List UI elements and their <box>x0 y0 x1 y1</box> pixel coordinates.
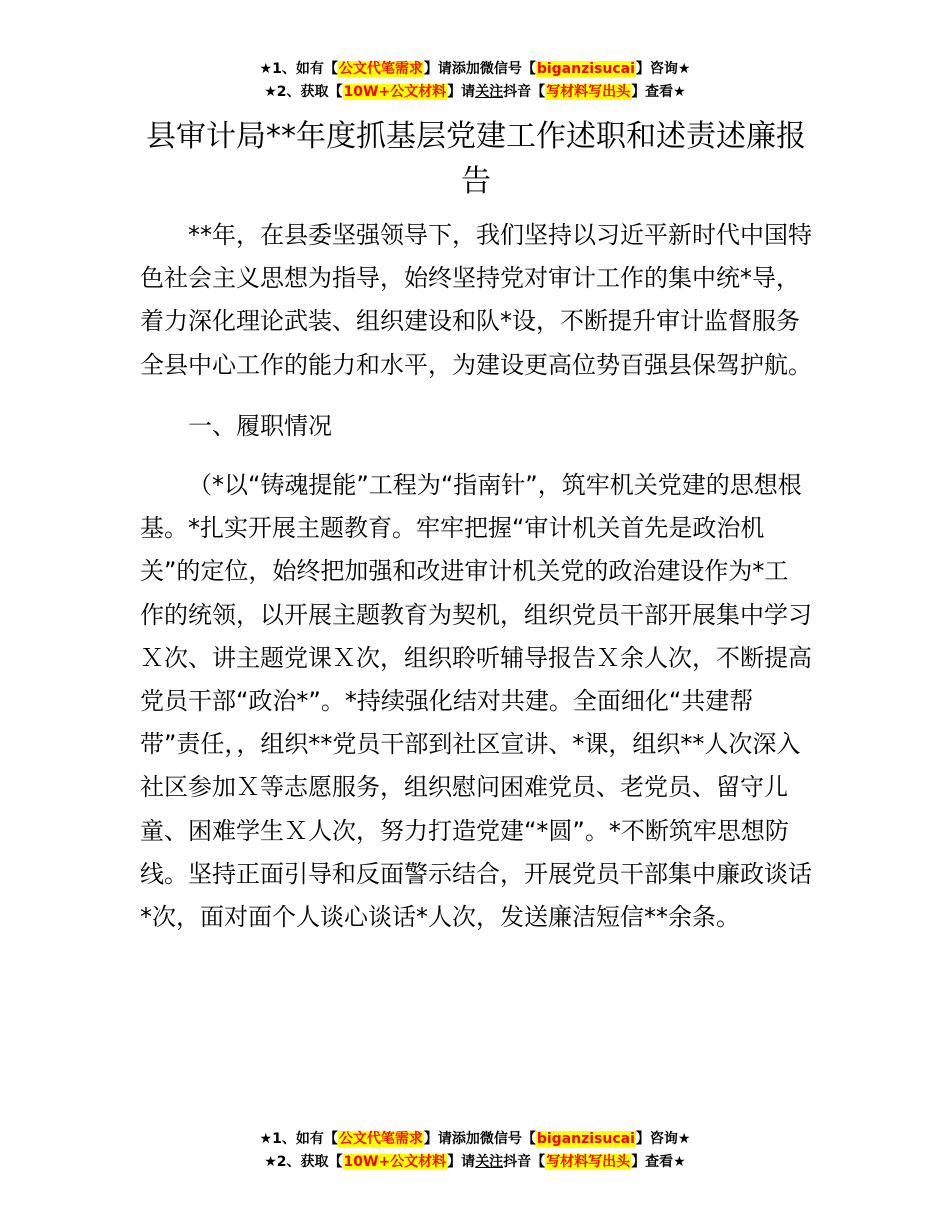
highlight-service: 公文代笔需求 <box>338 1131 423 1147</box>
document-body <box>140 214 812 939</box>
header-banner <box>0 58 950 104</box>
banner-line-2 <box>0 81 950 104</box>
paragraph-section-1: （*以“铸魂提能”工程为“指南针”，筑牢机关党建的思想根基。*扎实开展主题教育。牢牢把握“审计机关首先是政治机关”的定位，始终把加强和改进审计机关党的政治建设作为*工作的统领，以开展主题教育为契机，组织党员干部开展集中学习Ｘ次、讲主题党课Ｘ次，组织聆听辅导报告Ｘ余人次，不断提高党员干部“政治*”。*持续强化结对共建。全面细化“共建帮带”责任，，组织**党员干部到社区宣讲、*课，组织**人次深入社区参加Ｘ等志愿服务，组织慰问困难党员、老党员、留守儿童、困难学生Ｘ人次，努力打造党建“*圆”。*不断筑牢思想防线。坚持正面引导和反面警示结合，开展党员干部集中廉政谈话*次，面对面个人谈心谈话*人次，发送廉洁短信**余条。 <box>140 471 812 932</box>
banner-text: 】咨询★ <box>635 1131 691 1147</box>
banner-text: 】查看★ <box>631 1154 686 1170</box>
banner-text: 】查看★ <box>631 84 686 100</box>
banner-text: 加 <box>465 1131 480 1147</box>
highlight-service: 公文代笔需求 <box>338 61 423 77</box>
banner-line-2 <box>0 1151 950 1174</box>
banner-text: 】请添 <box>423 1131 466 1147</box>
banner-text: 抖音【 <box>503 1154 546 1170</box>
banner-text: 加 <box>465 61 480 77</box>
banner-text: ★1、如有【 <box>259 1131 338 1147</box>
document-title: 县审计局**年度抓基层党建工作述职和述责述廉报告 <box>146 119 806 199</box>
banner-text-underlined: 关注 <box>475 84 504 100</box>
paragraph-intro: **年，在县委坚强领导下，我们坚持以习近平新时代中国特色社会主义思想为指导，始终坚持党对审计工作的集中统*导，着力深化理论武装、组织建设和队*设，不断提升审计监督服务全县中心工作的能力和水平，为建设更高位势百强县保驾护航。 <box>140 221 812 379</box>
banner-text-underlined: 关注 <box>475 1154 504 1170</box>
banner-text: 】请添 <box>423 61 466 77</box>
highlight-douyin-id: 写材料写出头 <box>546 1154 631 1170</box>
banner-text: ★2、获取【 <box>264 1154 343 1170</box>
highlight-douyin-id: 写材料写出头 <box>546 84 631 100</box>
banner-text: 】咨询★ <box>635 61 691 77</box>
highlight-materials: 10W+公文材料 <box>343 1154 447 1170</box>
banner-text: 】请 <box>447 1154 476 1170</box>
highlight-materials: 10W+公文材料 <box>343 84 447 100</box>
footer-banner <box>0 1128 950 1174</box>
banner-line-1 <box>0 1128 950 1151</box>
highlight-wechat-id: biganzisucai <box>536 1131 635 1147</box>
section-heading: 一、履职情况 <box>188 411 332 440</box>
banner-text: 微信号【 <box>479 61 536 77</box>
banner-text: ★2、获取【 <box>264 84 343 100</box>
banner-text: 微信号【 <box>479 1131 536 1147</box>
banner-text: 】请 <box>447 84 476 100</box>
banner-text: ★1、如有【 <box>259 61 338 77</box>
banner-line-1 <box>0 58 950 81</box>
highlight-wechat-id: biganzisucai <box>536 61 635 77</box>
banner-text: 抖音【 <box>503 84 546 100</box>
